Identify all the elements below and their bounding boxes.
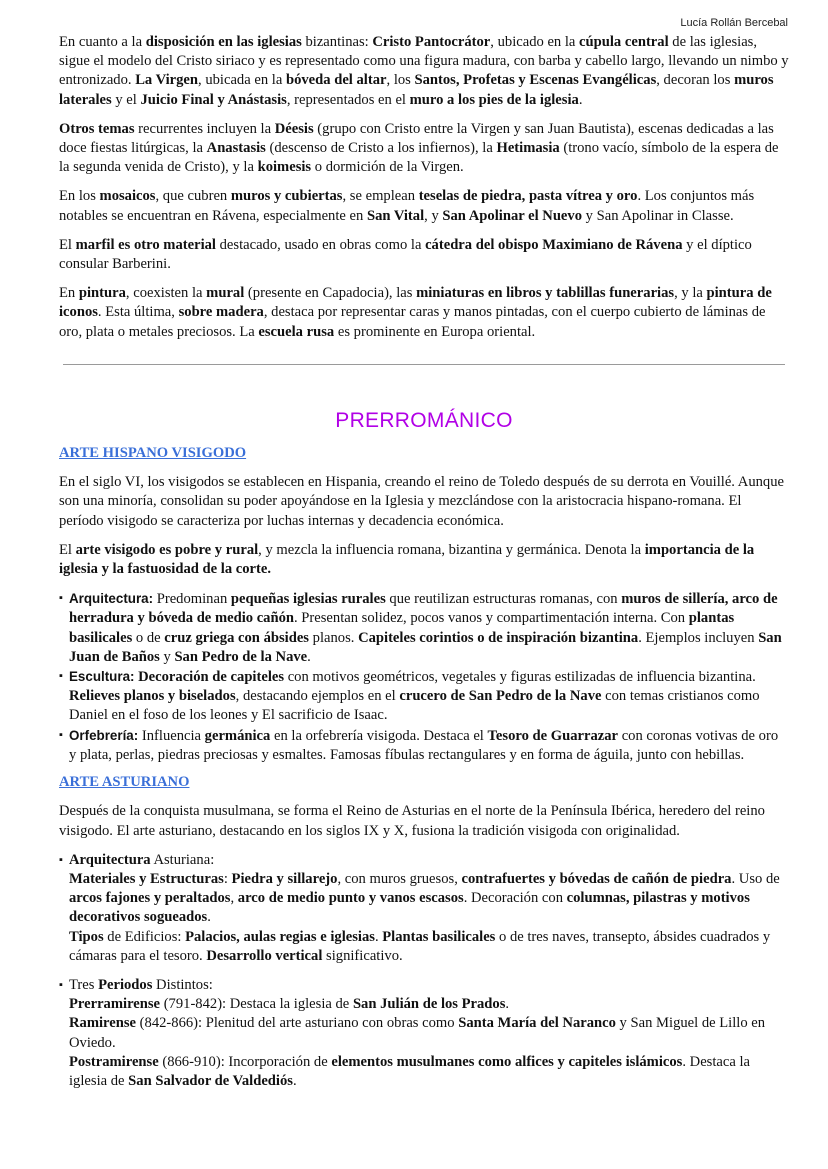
paragraph-disposicion <box>59 33 789 110</box>
text-run: importancia de la iglesia y la fastuosidad de la corte. <box>59 541 755 578</box>
text-run: . Destaca la iglesia de <box>69 1053 751 1089</box>
text-run: escuela rusa <box>258 323 335 340</box>
text-run: . Decoración con <box>463 890 567 907</box>
text-run: pintura <box>78 285 126 302</box>
text-run: , con muros gruesos, <box>337 870 462 887</box>
text-run: cruz griega con ábsides <box>164 629 309 646</box>
text-run: (descenso de Cristo a los infiernos), la <box>265 140 497 157</box>
text-run: miniaturas en libros y tablillas funerarias <box>416 285 675 302</box>
arq-materiales <box>69 870 789 928</box>
text-run: En el siglo VI, los visigodos se establecen en Hispania, creando el reino de Toledo después de su derrota en Vouillé. Aunque son una minoría, consolidan su poder apoyándose en la Iglesia y mezclándose con la aristocracia hispano-romana. El período visigodo se caracteriza por luchas internas y decadencia económica. <box>59 474 784 529</box>
paragraph-visigodo-intro <box>59 473 789 531</box>
text-run: Juicio Final y Anástasis <box>140 91 287 108</box>
text-run: Santa María del Naranco <box>458 1015 616 1032</box>
text-run: y el <box>111 91 141 108</box>
text-run: mural <box>206 285 245 302</box>
text-run: recurrentes incluyen la <box>134 120 275 137</box>
text-run: Asturiana: <box>150 851 215 868</box>
text-run: y <box>159 648 175 665</box>
text-run: San Juan de Baños <box>69 629 782 665</box>
visigodo-list <box>59 589 789 765</box>
paragraph-mosaicos <box>59 187 789 225</box>
text-run: Cristo Pantocrátor <box>372 34 491 50</box>
text-run: que reutilizan estructuras romanas, con <box>385 591 622 608</box>
text-run: pintura de iconos <box>59 285 772 321</box>
text-run: muros de sillería, arco de herradura y bóveda de medio cañón <box>69 591 778 627</box>
section-divider <box>63 364 785 365</box>
text-run: cúpula central <box>579 34 669 50</box>
text-run: arcos fajones y peraltados <box>69 890 231 907</box>
text-run: , representados en el <box>286 91 410 108</box>
text-run: Tipos <box>69 928 104 945</box>
text-run: o dormición de la Virgen. <box>311 159 464 176</box>
text-run: Arquitectura <box>69 851 151 868</box>
text-run: crucero de San Pedro de la Nave <box>399 688 602 705</box>
text-run: (791-842): Destaca la iglesia de <box>160 996 353 1013</box>
text-run: Otros temas <box>59 120 135 137</box>
heading-visigodo[interactable]: ARTE HISPANO VISIGODO <box>59 445 247 462</box>
text-run: Plantas basilicales <box>382 928 496 945</box>
text-run: de las iglesias, sigue el modelo del Cristo siriaco y es representado como una figura madura, con barba y cabello largo, llevando un nimbo y entronizado. <box>59 34 789 89</box>
text-run: , los <box>386 72 415 89</box>
text-run: o de tres naves, transepto, ábsides cuadrados y cámaras para el tesoro. <box>69 928 771 964</box>
text-run: mosaicos <box>99 188 156 205</box>
text-run: , se emplean <box>342 188 419 205</box>
text-run: Materiales y Estructuras <box>69 870 224 887</box>
text-run: Periodos <box>98 976 153 993</box>
text-run: Escultura: <box>69 669 135 685</box>
author-name: Lucía Rollán Bercebal <box>680 17 788 29</box>
text-run: San Salvador de Valdediós <box>128 1072 293 1089</box>
text-run: Relieves planos y biselados <box>69 688 236 705</box>
text-run: muros laterales <box>59 72 774 108</box>
text-run: (842-866): Plenitud del arte asturiano con obras como <box>136 1015 459 1032</box>
asturiano-periodos-list <box>59 976 789 1091</box>
text-run: marfil es otro material <box>75 236 216 253</box>
periodos-lead <box>69 976 789 995</box>
text-run: . Ejemplos incluyen <box>638 629 759 646</box>
text-run: , <box>230 890 238 907</box>
text-run: Capiteles corintios o de inspiración bizantina <box>358 629 639 646</box>
text-run: es prominente en Europa oriental. <box>334 323 536 340</box>
text-run: En los <box>59 188 100 205</box>
section-title: PRERROMÁNICO <box>335 408 513 432</box>
text-run: Santos, Profetas y Escenas Evangélicas <box>414 72 657 89</box>
text-run: . Los conjuntos más notables se encuentran en Rávena, especialmente en <box>59 188 755 224</box>
text-run: destacado, usado en obras como la <box>215 236 426 253</box>
text-run: koimesis <box>257 159 312 176</box>
text-run: pequeñas iglesias rurales <box>230 591 386 608</box>
text-run: . <box>307 648 311 665</box>
text-run: contrafuertes y bóvedas de cañón de piedra <box>461 870 732 887</box>
text-run: , ubicada en la <box>198 72 286 89</box>
text-run: Hetimasia <box>496 140 560 157</box>
text-run: . <box>578 91 583 108</box>
paragraph-visigodo-arte <box>59 541 789 579</box>
text-run: Decoración de capiteles <box>138 669 285 686</box>
text-run: con coronas votivas de oro y plata, perlas, piedras preciosas y esmaltes. Famosas fíbulas rectangulares y en forma de águila, junto con hebillas. <box>69 727 779 763</box>
text-run: sobre madera <box>178 304 264 321</box>
text-run: . <box>374 928 383 945</box>
text-run: (presente en Capadocia), las <box>244 285 417 302</box>
text-run: . Uso de <box>731 870 780 887</box>
text-run: Anastasis <box>206 140 266 157</box>
list-item-arquitectura <box>59 589 789 667</box>
text-run: Postramirense <box>69 1053 159 1070</box>
text-run: disposición en las iglesias <box>145 34 302 50</box>
heading-asturiano[interactable]: ARTE ASTURIANO <box>59 774 190 791</box>
text-run: Palacios, aulas regias e iglesias <box>185 928 375 945</box>
text-run: , y la <box>674 285 707 302</box>
text-run: . <box>505 996 510 1013</box>
text-run: San Pedro de la Nave <box>174 648 308 665</box>
arq-tipos <box>69 928 789 966</box>
text-run: planos. <box>309 629 359 646</box>
text-run: . Esta última, <box>97 304 179 321</box>
text-run: , y <box>424 207 443 224</box>
text-run: (866-910): Incorporación de <box>158 1053 332 1070</box>
text-run: , destaca por representar caras y manos pintadas, con el cuerpo cubierto de láminas de oro, plata o metales preciosos. La <box>59 304 766 340</box>
text-run: muro a los pies de la iglesia <box>409 91 579 108</box>
text-run: Desarrollo vertical <box>206 947 323 964</box>
text-run: Influencia <box>138 727 205 744</box>
text-run: arte visigodo es pobre y rural <box>75 541 259 558</box>
periodo-ramirense <box>69 1014 789 1052</box>
text-run: Orfebrería: <box>69 727 139 743</box>
text-run: bizantinas: <box>301 34 373 50</box>
text-run: o de <box>132 629 165 646</box>
text-run: San Apolinar el Nuevo <box>442 207 583 224</box>
text-run: , ubicado en la <box>490 34 580 50</box>
text-run: La Virgen <box>135 72 199 89</box>
text-run: Piedra y sillarejo <box>231 870 338 887</box>
text-run: y San Miguel de Lillo en Oviedo. <box>69 1015 766 1051</box>
document-body <box>59 33 789 1099</box>
text-run: germánica <box>204 727 271 744</box>
text-run: En cuanto a la <box>59 34 146 50</box>
text-run: (trono vacío, símbolo de la espera de la segunda venida de Cristo), y la <box>59 140 779 176</box>
list-item-periodos <box>59 976 789 1091</box>
text-run: San Julián de los Prados <box>352 996 506 1013</box>
text-run: Déesis <box>274 120 314 137</box>
list-item-arquitectura-asturiana <box>59 851 789 966</box>
text-run: Arquitectura: <box>69 591 154 607</box>
paragraph-marfil <box>59 236 789 274</box>
paragraph-pintura <box>59 284 789 342</box>
text-run: de Edificios: <box>103 928 186 945</box>
text-run: Predominan <box>153 591 231 608</box>
text-run: , destacando ejemplos en el <box>235 688 400 705</box>
text-run: significativo. <box>322 947 403 964</box>
text-run: arco de medio punto y vanos escasos <box>237 890 464 907</box>
text-run: . <box>292 1072 297 1089</box>
text-run: y San Apolinar in Classe. <box>582 207 734 224</box>
text-run: , coexisten la <box>125 285 207 302</box>
text-run: En <box>59 285 79 302</box>
text-run: San Vital <box>366 207 425 224</box>
text-run: cátedra del obispo Maximiano de Rávena <box>425 236 683 253</box>
text-run: muros y cubiertas <box>230 188 343 205</box>
list-item-orfebreria <box>59 726 789 765</box>
arq-lead <box>69 851 789 870</box>
text-run: columnas, pilastras y motivos decorativos sogueados <box>69 890 750 926</box>
text-run: . Presentan solidez, pocos vanos y compartimentación interna. Con <box>294 610 689 627</box>
text-run: , que cubren <box>155 188 231 205</box>
text-run: Prerramirense <box>69 996 161 1013</box>
text-run: , decoran los <box>656 72 735 89</box>
text-run: con temas cristianos como Daniel en el foso de los leones y El sacrificio de Isaac. <box>69 688 760 724</box>
text-run: Distintos: <box>152 976 213 993</box>
periodo-postramirense <box>69 1053 789 1091</box>
text-run: Tres <box>69 976 99 993</box>
text-run: plantas basilicales <box>69 610 735 646</box>
text-run: Después de la conquista musulmana, se forma el Reino de Asturias en el norte de la Península Ibérica, heredero del reino visigodo. El arte asturiano, destacando en los siglos IX y X, fusiona la tradición visigoda con originalidad. <box>59 803 765 839</box>
text-run: El <box>59 236 76 253</box>
text-run: Ramirense <box>69 1015 137 1032</box>
text-run: teselas de piedra, pasta vítrea y oro <box>418 188 638 205</box>
periodo-prerramirense <box>69 995 789 1014</box>
text-run: bóveda del altar <box>285 72 387 89</box>
text-run: : <box>223 870 232 887</box>
text-run: El <box>59 541 76 558</box>
paragraph-otros-temas <box>59 120 789 178</box>
text-run: elementos musulmanes como alfices y capiteles islámicos <box>331 1053 683 1070</box>
asturiano-arq-list <box>59 851 789 966</box>
paragraph-asturiano-intro <box>59 802 789 840</box>
text-run: en la orfebrería visigoda. Destaca el <box>270 727 488 744</box>
text-run: . <box>207 909 211 926</box>
text-run: (grupo con Cristo entre la Virgen y san Juan Bautista), escenas dedicadas a las doce fiestas litúrgicas, la <box>59 120 774 157</box>
text-run: Tesoro de Guarrazar <box>487 727 619 744</box>
text-run: con motivos geométricos, vegetales y figuras estilizadas de influencia bizantina. <box>284 669 756 686</box>
list-item-escultura <box>59 667 789 726</box>
text-run: y el díptico consular Barberini. <box>59 236 752 273</box>
text-run: , y mezcla la influencia romana, bizantina y germánica. Denota la <box>258 541 645 558</box>
